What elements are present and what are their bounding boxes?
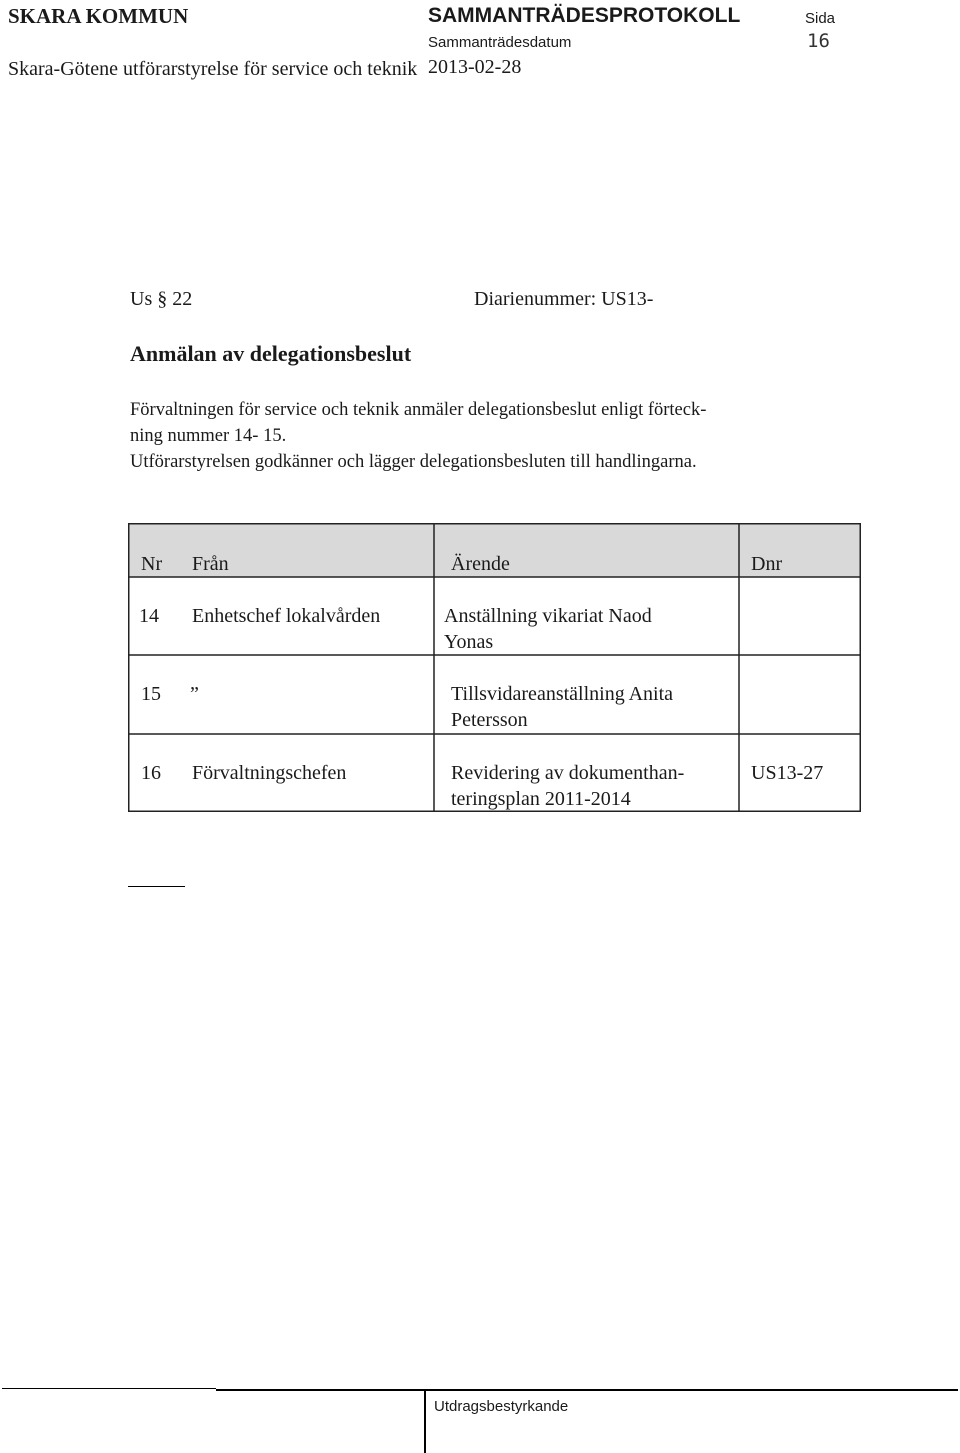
row-nr: 15 <box>141 683 161 705</box>
signature-rule <box>128 886 185 887</box>
row-matter-continued: teringsplan 2011-2014 <box>451 788 631 810</box>
document-type-title: SAMMANTRÄDESPROTOKOLL <box>428 4 741 27</box>
footer-rule <box>2 1388 216 1389</box>
row-matter: Anställning vikariat Naod <box>444 605 652 627</box>
section-title: Anmälan av delegationsbeslut <box>130 341 412 366</box>
body-line: Utförarstyrelsen godkänner och lägger delegationsbesluten till handlingarna. <box>130 452 697 472</box>
row-matter-continued: Yonas <box>444 631 494 653</box>
page-number: 16 <box>807 30 830 52</box>
diary-number: Diarienummer: US13- <box>474 288 654 310</box>
attestation-label: Utdragsbestyrkande <box>434 1398 569 1415</box>
footer-divider <box>424 1390 426 1453</box>
row-matter: Revidering av dokumenthan- <box>451 762 685 784</box>
paragraph-reference: Us § 22 <box>130 288 193 310</box>
delegation-table <box>128 523 861 812</box>
row-from: Förvaltningschefen <box>192 762 347 784</box>
meeting-date-label: Sammanträdesdatum <box>428 34 572 51</box>
column-header-from: Från <box>192 553 229 575</box>
column-header-matter: Ärende <box>451 553 510 575</box>
row-dnr: US13-27 <box>751 762 824 784</box>
row-nr: 14 <box>139 605 159 627</box>
body-line: Förvaltningen för service och teknik anmäler delegationsbeslut enligt förteck- <box>130 400 707 420</box>
footer-rule <box>216 1389 958 1391</box>
body-line: ning nummer 14- 15. <box>130 426 287 446</box>
organization-name: SKARA KOMMUN <box>8 4 189 28</box>
row-matter-continued: Petersson <box>451 709 528 731</box>
row-nr: 16 <box>141 762 161 784</box>
section-body <box>130 397 830 475</box>
page-label: Sida <box>805 10 836 27</box>
board-name: Skara-Götene utförarstyrelse för service och teknik <box>8 58 418 80</box>
row-matter: Tillsvidareanställning Anita <box>451 683 674 705</box>
meeting-date: 2013-02-28 <box>428 56 522 78</box>
row-from: ” <box>190 683 199 705</box>
column-header-dnr: Dnr <box>751 553 783 575</box>
column-header-nr: Nr <box>141 553 163 575</box>
row-from: Enhetschef lokalvården <box>192 605 381 627</box>
